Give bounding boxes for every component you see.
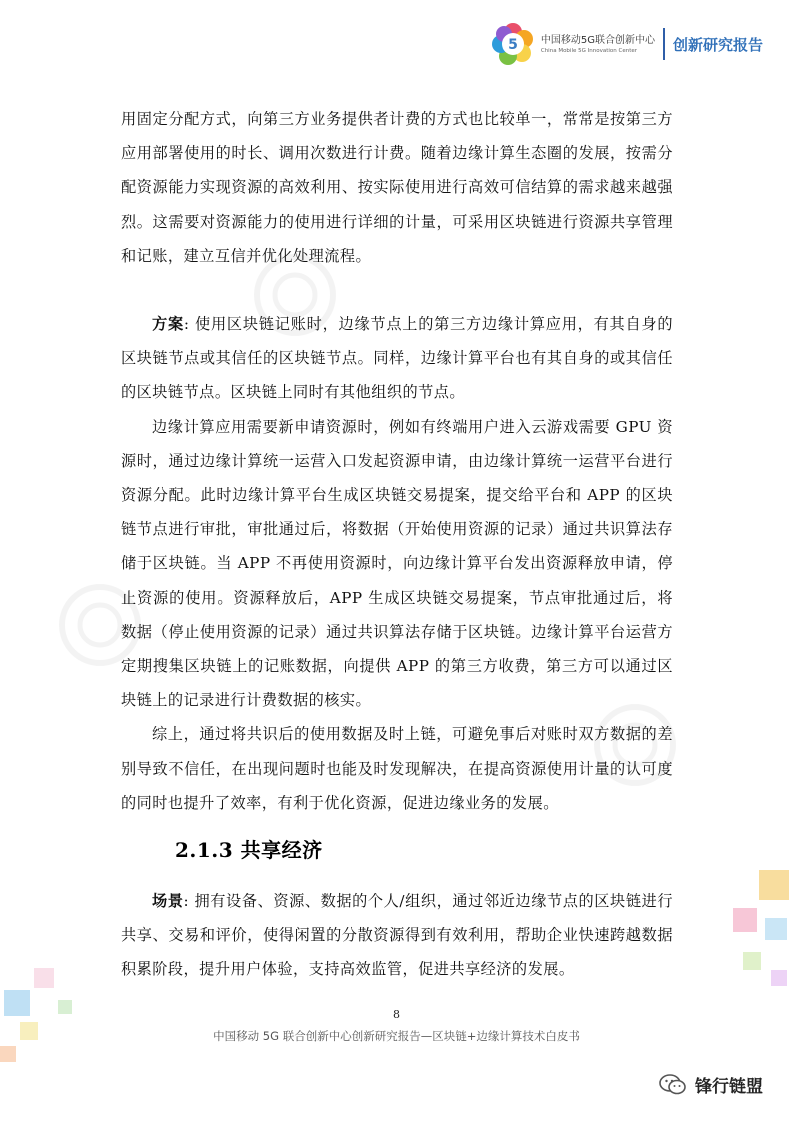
plan-label: 方案 — [152, 315, 184, 334]
wechat-icon — [659, 1074, 687, 1096]
paragraph-gap — [121, 273, 673, 307]
paragraph: 综上，通过将共识后的使用数据及时上链，可避免事后对账时双方数据的差别导致不信任，在出现问题时也能及时发现解决，在提高资源使用计量的认可度的同时也提升了效率，有利于优化资源，促进边缘业务的发展。 — [121, 725, 673, 812]
scene-paragraph — [121, 884, 673, 987]
paragraph: 边缘计算应用需要新申请资源时，例如有终端用户进入云游戏需要 GPU 资源时，通过边缘计算统一运营入口发起资源申请，由边缘计算统一运营平台进行资源分配。此时边缘计算平台生成区块链交易提案，提交给平台和 APP 的区块链节点进行审批，审批通过后，将数据（开始使用资源的记录）通过共识算法存储于区块链。当 APP 不再使用资源时，向边缘计算平台发出资源释放申请，停止资源的使用。资源释放后，APP 生成区块链交易提案，节点审批通过后，将数据（停止使用资源的记录）通过共识算法存储于区块链。边缘计算平台运营方定期搜集区块链上的记账数据，向提供 APP 的第三方收费，第三方可以通过区块链上的记录进行计费数据的核实。 — [121, 417, 673, 710]
report-type-label: 创新研究报告 — [672, 35, 763, 54]
page-header — [491, 16, 763, 72]
footer-title: 中国移动 5G 联合创新中心创新研究报告—区块链+边缘计算技术白皮书 — [213, 1029, 580, 1043]
paragraph: 用固定分配方式，向第三方业务提供者计费的方式也比较单一，常常是按第三方应用部署使用的时长、调用次数进行计费。随着边缘计算生态圈的发展，按需分配资源能力实现资源的高效利用、按实际使用进行高效可信结算的需求越来越强烈。这需要对资源能力的使用进行详细的计量，可采用区块链进行资源共享管理和记账，建立互信并优化处理流程。 — [121, 110, 673, 265]
wechat-account-mark — [659, 1072, 763, 1097]
org-name-block — [541, 28, 665, 60]
page-number: 8 — [393, 1008, 400, 1021]
plan-paragraph — [121, 307, 673, 410]
plan-text: : 使用区块链记账时，边缘节点上的第三方边缘计算应用，有其自身的区块链节点或其信任的区块链节点。同样，边缘计算平台也有其自身的或其信任的区块链节点。区块链上同时有其他组织的节点。 — [121, 315, 673, 402]
scene-label: 场景 — [152, 892, 184, 911]
org-name-cn: 中国移动5G联合创新中心 — [540, 34, 655, 46]
document-body — [121, 102, 673, 987]
decorative-squares-right — [673, 870, 793, 1020]
5g-logo-icon — [491, 22, 535, 66]
svg-text:5: 5 — [507, 37, 518, 53]
scene-text: : 拥有设备、资源、数据的个人/组织，通过邻近边缘节点的区块链进行共享、交易和评价，使得闲置的分散资源得到有效利用，帮助企业快速跨越数据积累阶段，提升用户体验，支持高效监管，促进共享经济的发展。 — [121, 892, 673, 979]
section-heading: 2.1.3 共享经济 — [175, 838, 323, 863]
org-name-en: China Mobile 5G Innovation Center — [540, 47, 637, 54]
wechat-account-name: 锋行链盟 — [695, 1077, 763, 1097]
